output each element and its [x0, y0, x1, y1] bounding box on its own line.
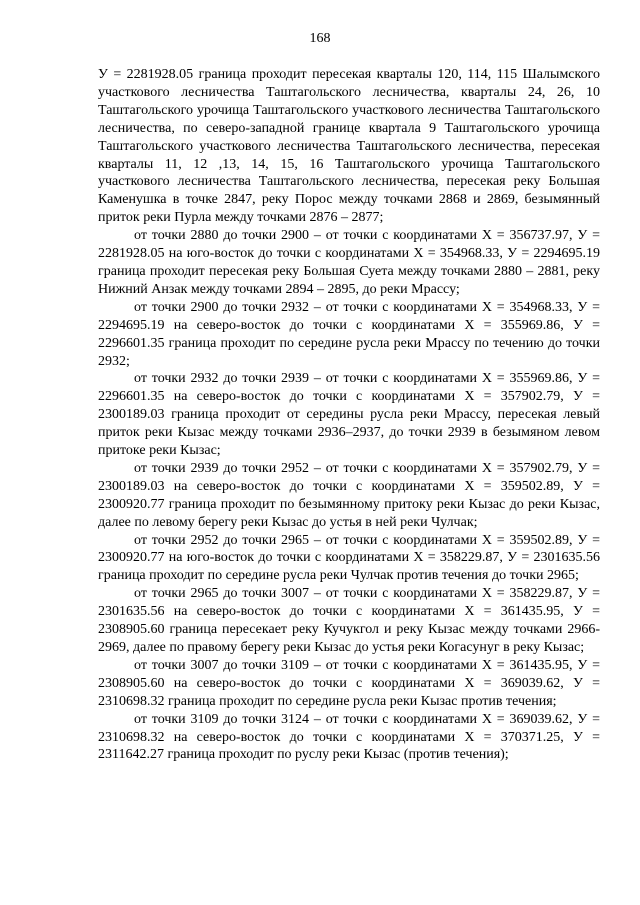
paragraph-2932-2939: от точки 2932 до точки 2939 – от точки с координатами Х = 355969.86, У = 2296601.35 на северо-восток до точки с координатами Х = 357902.79, У = 2300189.03 граница проходит от середины русла реки Мрассу, пересекая левый приток реки Кызас между точками 2936–2937, до точки 2939 в безымяном левом притоке реки Кызас; [98, 371, 600, 459]
paragraph-3109-3124: от точки 3109 до точки 3124 – от точки с координатами Х = 369039.62, У = 2310698.32 на северо-восток до точки с координатами Х = 370371.25, У = 2311642.27 граница проходит по руслу реки Кызас (против течения); [98, 711, 600, 763]
paragraph-3007-3109: от точки 3007 до точки 3109 – от точки с координатами Х = 361435.95, У = 2308905.60 на северо-восток до точки с координатами Х = 369039.62, У = 2310698.32 граница проходит по середине русла реки Кызас против течения; [98, 657, 600, 709]
paragraph-2939-2952: от точки 2939 до точки 2952 – от точки с координатами Х = 357902.79, У = 2300189.03 на северо-восток до точки с координатами Х = 359502.89, У = 2300920.77 граница проходит по безымянному притоку реки Кызас до реки Кызас, далее по левому берегу реки Кызас до устья в ней реки Чулчак; [98, 460, 600, 530]
paragraph-2900-2932: от точки 2900 до точки 2932 – от точки с координатами Х = 354968.33, У = 2294695.19 на северо-восток до точки с координатами Х = 355969.86, У = 2296601.35 граница проходит по середине русла реки Мрассу по течению до точки 2932; [98, 299, 600, 369]
paragraph-continuation: У = 2281928.05 граница проходит пересекая кварталы 120, 114, 115 Шалымского участкового лесничества Таштагольского лесничества, кварталы 24, 26, 10 Таштагольского урочища Таштагольского участкового лесничества Таштагольского лесничества, по северо-западной границе квартала 9 Таштагольского урочища Таштагольского участкового лесничества Таштагольского лесничества, пересекая кварталы 11, 12 ,13, 14, 15, 16 Таштагольского урочища Таштагольского участкового лесничества Таштагольского лесничества, пересекая реку Большая Каменушка в точке 2847, реку Порос между точками 2868 и 2869, безымянный приток реки Пурла между точками 2876 – 2877; [98, 67, 600, 226]
paragraph-2880-2900: от точки 2880 до точки 2900 – от точки с координатами Х = 356737.97, У = 2281928.05 на юго-восток до точки с координатами Х = 354968.33, У = 2294695.19 граница проходит пересекая реку Большая Суета между точками 2880 – 2881, реку Нижний Анзак между точками 2894 – 2895, до реки Мрассу; [98, 228, 600, 297]
page-number: 168 [309, 31, 331, 46]
paragraph-2952-2965: от точки 2952 до точки 2965 – от точки с координатами Х = 359502.89, У = 2300920.77 на юго-восток до точки с координатами Х = 358229.87, У = 2301635.56 граница проходит по середине русла реки Чулчак против течения до точки 2965; [98, 532, 600, 584]
paragraph-2965-3007: от точки 2965 до точки 3007 – от точки с координатами Х = 358229.87, У = 2301635.56 на северо-восток до точки с координатами Х = 361435.95, У = 2308905.60 граница пересекает реку Кучукгол и реку Кызас между точками 2966-2969, далее по правому берегу реки Кызас до устья реки Когасунуг в реку Кызас; [98, 586, 600, 655]
document-body [98, 66, 600, 764]
